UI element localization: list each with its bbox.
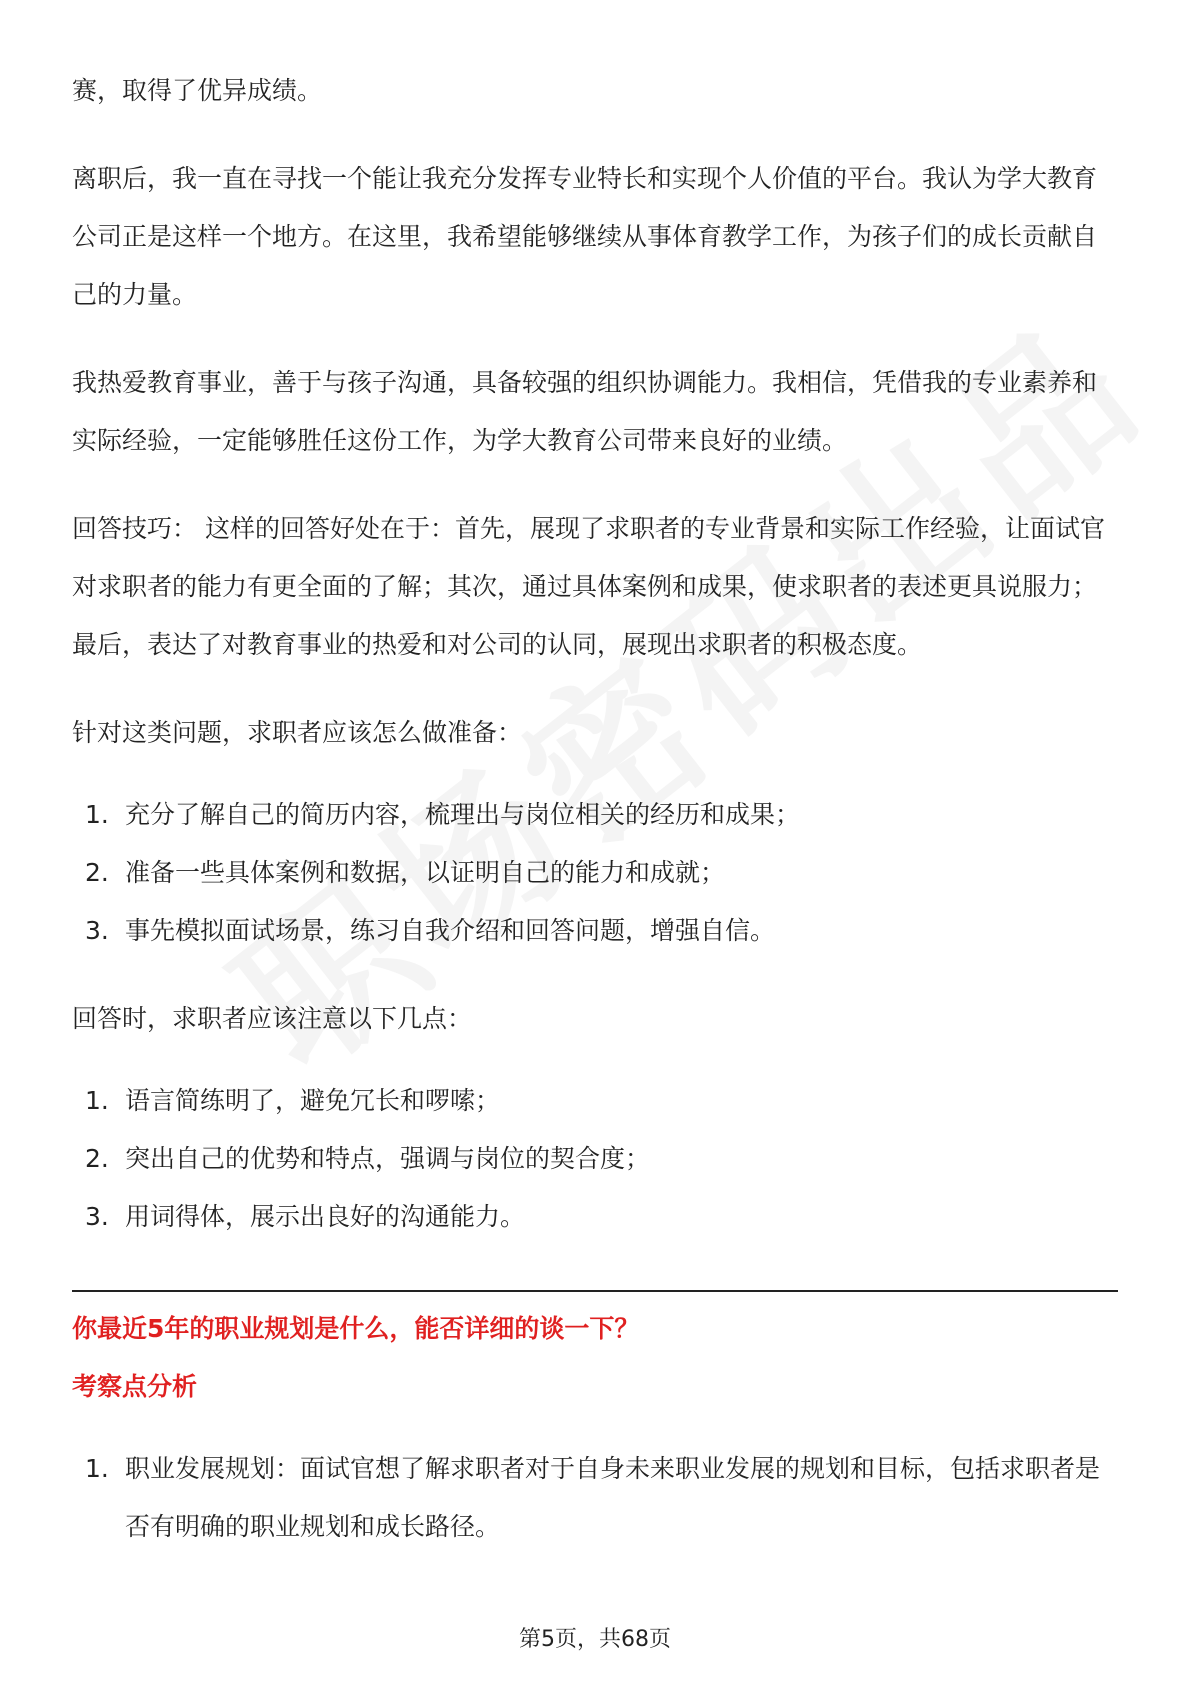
attention-list — [72, 1072, 1118, 1246]
list-text: 用词得体，展示出良好的沟通能力。 — [125, 1202, 526, 1231]
list-number: 1. — [85, 800, 109, 829]
interview-question: 你最近5年的职业规划是什么，能否详细的谈一下？ — [72, 1314, 640, 1343]
list-number: 1. — [85, 1086, 109, 1115]
list-text: 语言简练明了，避免冗长和啰嗦； — [125, 1086, 501, 1115]
analysis-heading: 考察点分析 — [72, 1372, 198, 1401]
list-number: 1. — [85, 1454, 109, 1483]
list-number: 2. — [85, 1144, 109, 1173]
list-item — [72, 1130, 1118, 1188]
list-item — [72, 786, 1118, 844]
list-text: 职业发展规划：面试官想了解求职者对于自身未来职业发展的规划和目标，包括求职者是否有明确的职业规划和成长路径。 — [125, 1454, 1101, 1541]
paragraph: 赛，取得了优异成绩。 — [72, 76, 323, 105]
list-item — [72, 1188, 1118, 1246]
answer-tips-paragraph: 回答技巧： 这样的回答好处在于：首先，展现了求职者的专业背景和实际工作经验，让面试官对求职者的能力有更全面的了解；其次，通过具体案例和成果，使求职者的表述更具说服力；最后，表达了对教育事业的热爱和对公司的认同，展现出求职者的积极态度。 — [72, 514, 1105, 659]
list-number: 3. — [85, 1202, 109, 1231]
list-item — [72, 844, 1118, 902]
list-text: 充分了解自己的简历内容，梳理出与岗位相关的经历和成果； — [125, 800, 801, 829]
document-body — [72, 62, 1118, 1556]
list-item — [72, 1440, 1118, 1556]
list-item — [72, 902, 1118, 960]
preparation-heading: 针对这类问题，求职者应该怎么做准备： — [72, 718, 523, 747]
attention-heading: 回答时，求职者应该注意以下几点： — [72, 1004, 473, 1033]
page-footer: 第5页，共68页 — [519, 1627, 671, 1652]
list-item — [72, 1072, 1118, 1130]
list-text: 突出自己的优势和特点，强调与岗位的契合度； — [125, 1144, 651, 1173]
list-number: 3. — [85, 916, 109, 945]
preparation-list — [72, 786, 1118, 960]
paragraph: 离职后，我一直在寻找一个能让我充分发挥专业特长和实现个人价值的平台。我认为学大教育公司正是这样一个地方。在这里，我希望能够继续从事体育教学工作，为孩子们的成长贡献自己的力量。 — [72, 164, 1098, 309]
analysis-list — [72, 1440, 1118, 1556]
paragraph: 我热爱教育事业，善于与孩子沟通，具备较强的组织协调能力。我相信，凭借我的专业素养和实际经验，一定能够胜任这份工作，为学大教育公司带来良好的业绩。 — [72, 368, 1098, 455]
list-text: 事先模拟面试场景，练习自我介绍和回答问题，增强自信。 — [125, 916, 776, 945]
section-divider — [72, 1290, 1118, 1292]
list-number: 2. — [85, 858, 109, 887]
list-text: 准备一些具体案例和数据，以证明自己的能力和成就； — [125, 858, 726, 887]
